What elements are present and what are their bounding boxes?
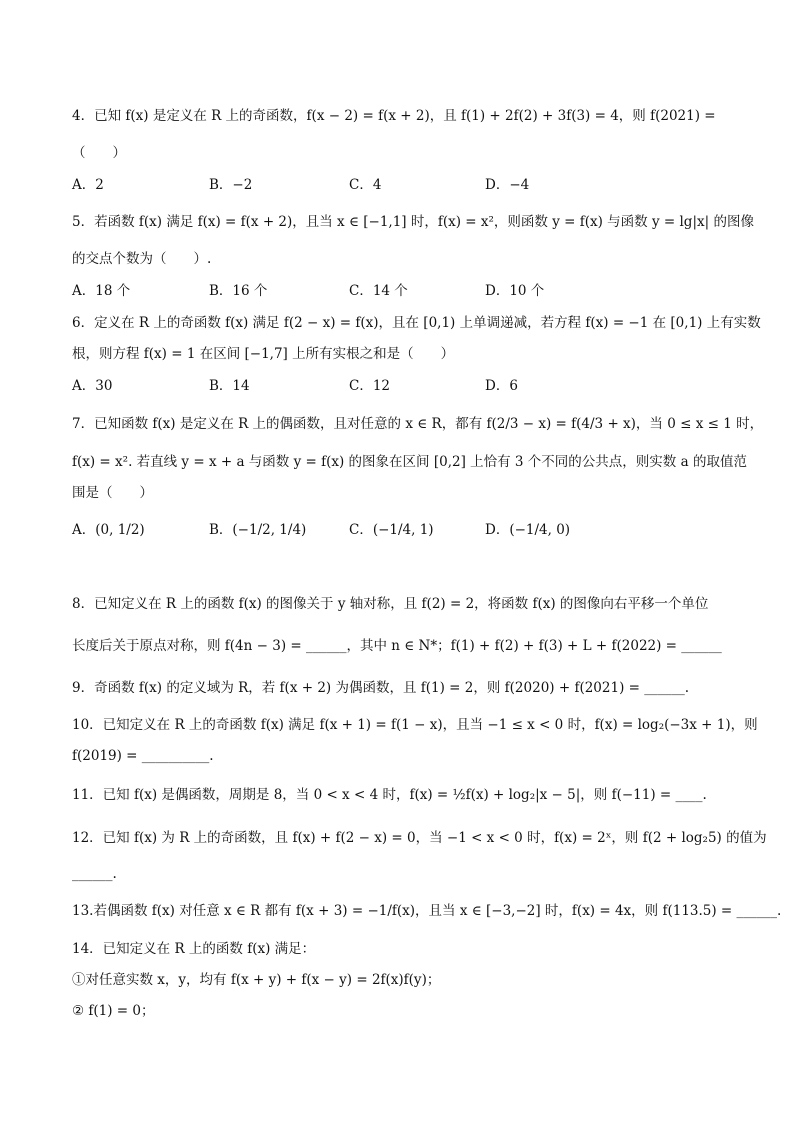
question-8-stem: 8．已知定义在 R 上的函数 f(x) 的图像关于 y 轴对称，且 f(2) = 2，将函数 f(x) 的图像向右平移一个单位: [72, 596, 709, 612]
question-4-stem: 4．已知 f(x) 是定义在 R 上的奇函数，f(x − 2) = f(x + 2)，且 f(1) + 2f(2) + 3f(3) = 4，则 f(2021) =: [72, 108, 716, 124]
question-13-stem: 13.若偶函数 f(x) 对任意 x ∈ R 都有 f(x + 3) = −1/f(x)，且当 x ∈ [−3,−2] 时，f(x) = 4x，则 f(113.5) = ______.: [72, 903, 782, 919]
question-9-stem: 9．奇函数 f(x) 的定义域为 R，若 f(x + 2) 为偶函数，且 f(1) = 2，则 f(2020) + f(2021) = ______.: [72, 680, 690, 696]
question-11-stem: 11．已知 f(x) 是偶函数，周期是 8，当 0 < x < 4 时，f(x) = ½f(x) + log₂|x − 5|，则 f(−11) = ____.: [72, 787, 707, 803]
question-10-stem: 10．已知定义在 R 上的奇函数 f(x) 满足 f(x + 1) = f(1 − x)，且当 −1 ≤ x < 0 时，f(x) = log₂(−3x + 1)，则: [72, 717, 758, 733]
question-6-stem-cont: 根，则方程 f(x) = 1 在区间 [−1,7] 上所有实根之和是（ ）: [72, 346, 455, 362]
question-6-stem: 6．定义在 R 上的奇函数 f(x) 满足 f(2 − x) = f(x)，且在 [0,1) 上单调递减，若方程 f(x) = −1 在 [0,1) 上有实数: [72, 315, 761, 331]
option-d: D．−4: [485, 177, 530, 193]
option-b: B．−2: [209, 177, 253, 193]
option-d: D．(−1/4, 0): [485, 522, 571, 538]
option-a: A．18 个: [72, 283, 131, 299]
question-12-stem-cont: ______.: [72, 866, 117, 882]
question-7-stem-cont: f(x) = x². 若直线 y = x + a 与函数 y = f(x) 的图象在区间 [0,2] 上恰有 3 个不同的公共点，则实数 a 的取值范: [72, 454, 747, 470]
question-4-bracket: （ ）: [72, 145, 126, 161]
question-7-options: [72, 510, 726, 550]
option-a: A．30: [72, 378, 113, 394]
question-14-condition-1: ①对任意实数 x，y，均有 f(x + y) + f(x − y) = 2f(x)f(y)；: [72, 972, 441, 988]
option-c: C．4: [349, 177, 382, 193]
question-8-stem-cont: 长度后关于原点对称，则 f(4n − 3) = ______，其中 n ∈ N*；f(1) + f(2) + f(3) + L + f(2022) = ______: [72, 638, 722, 654]
option-b: B．16 个: [209, 283, 268, 299]
question-5-stem-cont: 的交点个数为（ ）.: [72, 251, 212, 267]
option-a: A．2: [72, 177, 104, 193]
question-6-options: [72, 376, 726, 396]
option-a: A．(0, 1/2): [72, 522, 145, 538]
option-c: C．(−1/4, 1): [349, 522, 434, 538]
question-10-stem-cont: f(2019) = __________.: [72, 748, 214, 764]
option-c: C．12: [349, 378, 391, 394]
option-d: D．6: [485, 378, 518, 394]
question-4-options: [72, 175, 726, 195]
option-b: B．14: [209, 378, 250, 394]
question-7-stem-end: 围是（ ）: [72, 485, 153, 501]
question-5-stem: 5．若函数 f(x) 满足 f(x) = f(x + 2)，且当 x ∈ [−1,1] 时，f(x) = x²，则函数 y = f(x) 与函数 y = lg|x| 的图像: [72, 214, 754, 230]
question-7-stem: 7．已知函数 f(x) 是定义在 R 上的偶函数，且对任意的 x ∈ R，都有 f(2/3 − x) = f(4/3 + x)，当 0 ≤ x ≤ 1 时，: [72, 416, 764, 432]
question-12-stem: 12．已知 f(x) 为 R 上的奇函数，且 f(x) + f(2 − x) = 0，当 −1 < x < 0 时，f(x) = 2ˣ，则 f(2 + log₂5) 的值为: [72, 830, 767, 846]
question-14-condition-2: ② f(1) = 0；: [72, 1003, 155, 1019]
option-d: D．10 个: [485, 283, 545, 299]
option-b: B．(−1/2, 1/4): [209, 522, 307, 538]
question-5-options: [72, 281, 726, 301]
question-14-stem: 14．已知定义在 R 上的函数 f(x) 满足：: [72, 941, 316, 957]
option-c: C．14 个: [349, 283, 408, 299]
